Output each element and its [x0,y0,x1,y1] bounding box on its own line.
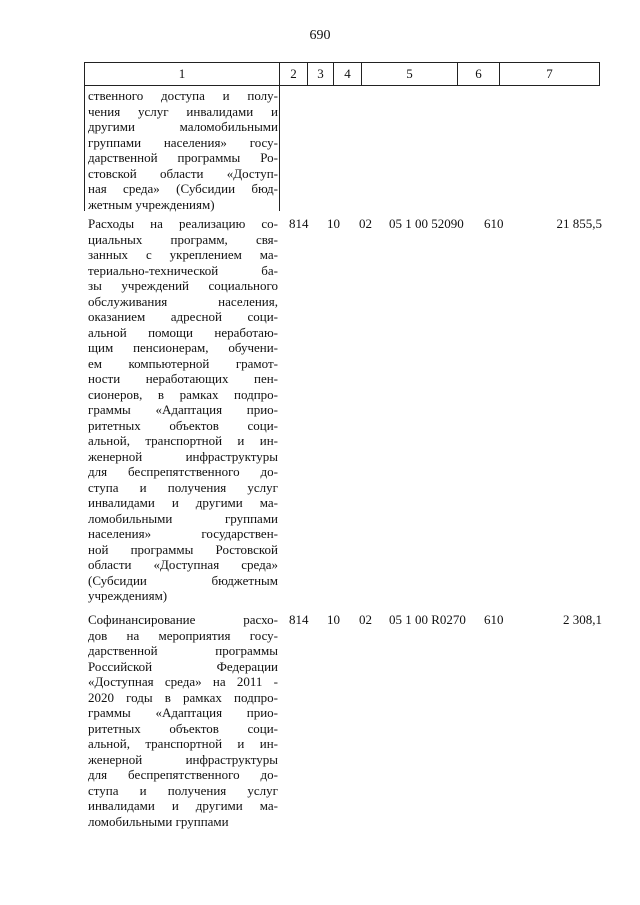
header-col-4: 4 [334,63,362,85]
description-line: ственного доступа и полу- [88,88,278,103]
description-line: сионеров, в рамках подпро- [88,386,278,402]
cell-col-7: 21 855,5 [556,216,602,231]
description-line: ная среда» (Субсидии бюд- [88,181,278,196]
description-line: циальных программ, свя- [88,231,278,247]
header-col-2: 2 [280,63,308,85]
cell-col-5: 05 1 00 R0270 [389,612,466,627]
row-description [88,88,278,212]
row-left-border [84,84,85,211]
cell-col-4: 02 [359,612,372,627]
cell-col-3: 10 [327,216,340,231]
description-line: жетным учреждениям) [88,196,215,212]
row-description [88,216,278,604]
description-line: альной помощи неработаю- [88,324,278,340]
header-col-3: 3 [308,63,334,85]
cell-col-6: 610 [484,612,504,627]
table-header-row [84,62,600,86]
description-line: териально-технической ба- [88,262,278,278]
description-line: чения услуг инвалидами и [88,103,278,119]
description-line: Расходы на реализацию со- [88,216,278,231]
description-line: группами населения» госу- [88,134,278,150]
description-line: граммы «Адаптация прио- [88,402,278,417]
description-line: «Доступная среда» на 2011 - [88,674,278,689]
description-line: для беспрепятственного до- [88,464,278,479]
description-line: (Субсидии бюджетным [88,572,278,588]
description-line: области «Доступная среда» [88,557,278,572]
description-line: дарственной программы Ро- [88,150,278,165]
description-line: женерной инфраструктуры [88,751,278,767]
description-line: ритетных объектов соци- [88,417,278,433]
header-col-5: 5 [362,63,458,85]
description-line: ломобильными группами [88,813,229,829]
description-line: стовской области «Доступ- [88,165,278,181]
description-line: женерной инфраструктуры [88,448,278,464]
description-line: дов на мероприятия госу- [88,627,278,643]
description-line: Российской Федерации [88,658,278,674]
cell-col-5: 05 1 00 52090 [389,216,464,231]
description-line: обслуживания населения, [88,293,278,309]
header-col-7: 7 [500,63,600,85]
description-line: ем компьютерной грамот- [88,355,278,371]
header-col-1: 1 [84,63,280,85]
cell-col-2: 814 [289,216,309,231]
page-number: 690 [309,28,331,43]
description-line: населения» государствен- [88,526,278,541]
description-line: учреждениям) [88,588,168,603]
description-line: ности неработающих пен- [88,371,278,386]
description-line: занных с укреплением ма- [88,247,278,262]
cell-col-3: 10 [327,612,340,627]
description-line: граммы «Адаптация прио- [88,705,278,720]
description-line: щим пенсионерам, обучени- [88,340,278,355]
cell-col-6: 610 [484,216,504,231]
cell-col-7: 2 308,1 [563,612,602,627]
row-description [88,612,278,829]
description-line: инвалидами и другими ма- [88,495,278,510]
header-col-6: 6 [458,63,500,85]
row-right-border [279,84,280,211]
description-line: оказанием адресной соци- [88,309,278,324]
description-line: альной, транспортной и ин- [88,736,278,751]
description-line: ритетных объектов соци- [88,720,278,736]
description-line: другими маломобильными [88,119,278,134]
description-line: 2020 годы в рамках подпро- [88,689,278,705]
description-line: альной, транспортной и ин- [88,433,278,448]
description-line: дарственной программы [88,643,278,658]
description-line: ломобильными группами [88,510,278,526]
description-line: Софинансирование расхо- [88,612,278,627]
cell-col-2: 814 [289,612,309,627]
cell-col-4: 02 [359,216,372,231]
description-line: для беспрепятственного до- [88,767,278,782]
description-line: инвалидами и другими ма- [88,798,278,813]
description-line: ступа и получения услуг [88,479,278,495]
description-line: ступа и получения услуг [88,782,278,798]
description-line: ной программы Ростовской [88,541,278,557]
description-line: зы учреждений социального [88,278,278,293]
